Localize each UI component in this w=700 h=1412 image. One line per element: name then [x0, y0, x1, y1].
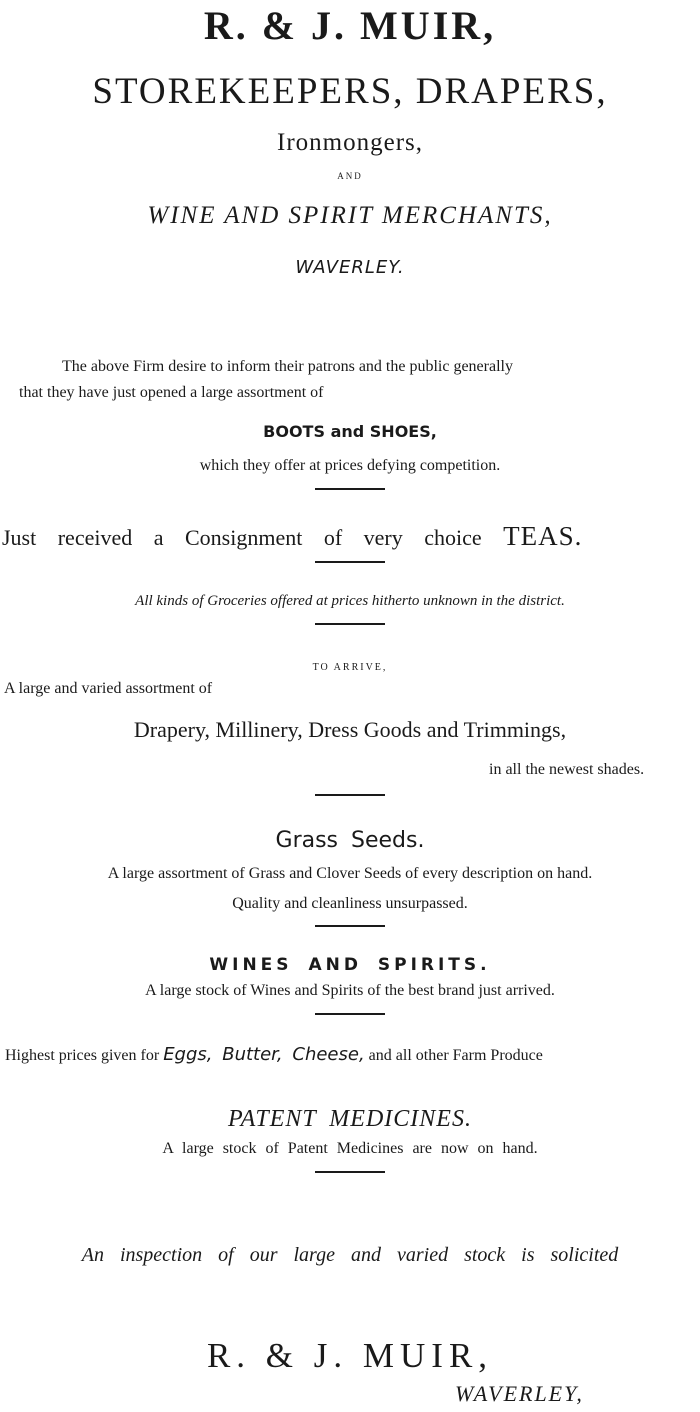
trades-heading: STOREKEEPERS, DRAPERS, [92, 71, 608, 112]
drapery-intro: A large and varied assortment of [4, 680, 213, 697]
closing-firm-name: R. & J. MUIR, [206, 1336, 494, 1375]
medicines-heading: PATENT MEDICINES. [228, 1106, 472, 1132]
town-heading: WAVERLEY. [295, 257, 405, 278]
divider [315, 488, 385, 490]
produce-items: Eggs, Butter, Cheese, [163, 1044, 365, 1065]
and-connector: AND [337, 171, 363, 181]
produce-prefix: Highest prices given for [5, 1047, 160, 1064]
divider [315, 623, 385, 625]
boots-tagline: which they offer at prices defying competition. [199, 457, 501, 474]
produce-suffix: and all other Farm Produce [368, 1047, 543, 1064]
grass-heading: Grass Seeds. [275, 828, 425, 853]
boots-intro-line1: The above Firm desire to inform their patrons and the public generally [62, 358, 513, 375]
boots-intro-line2: that they have just opened a large assortment of [19, 384, 324, 401]
divider [315, 1013, 385, 1015]
wines-line: A large stock of Wines and Spirits of the best brand just arrived. [145, 982, 555, 999]
divider [315, 925, 385, 927]
drapery-heading: Drapery, Millinery, Dress Goods and Trimmings, [133, 717, 567, 742]
grass-line1: A large assortment of Grass and Clover Seeds of every description on hand. [107, 865, 593, 882]
teas-word: TEAS. [503, 521, 583, 551]
divider [315, 1171, 385, 1173]
merchants-heading: WINE AND SPIRIT MERCHANTS, [147, 202, 553, 229]
boots-heading: BOOTS and SHOES, [263, 422, 437, 441]
groceries-line: All kinds of Groceries offered at prices hitherto unknown in the district. [135, 593, 565, 609]
grass-line2: Quality and cleanliness unsurpassed. [232, 895, 468, 912]
ironmongers-heading: Ironmongers, [277, 129, 423, 156]
divider [315, 561, 385, 563]
divider [315, 794, 385, 796]
produce-line [5, 1046, 543, 1064]
teas-line [2, 523, 582, 550]
to-arrive-label: TO ARRIVE, [312, 662, 388, 673]
teas-text: Just received a Consignment of very choice [2, 525, 482, 550]
closing-town: WAVERLEY, [455, 1381, 584, 1406]
drapery-tail: in all the newest shades. [489, 761, 645, 778]
firm-name: R. & J. MUIR, [203, 3, 497, 48]
inspection-invitation: An inspection of our large and varied stock is solicited [81, 1244, 619, 1266]
medicines-line: A large stock of Patent Medicines are now on hand. [162, 1140, 538, 1157]
wines-heading: WINES AND SPIRITS. [209, 955, 491, 975]
